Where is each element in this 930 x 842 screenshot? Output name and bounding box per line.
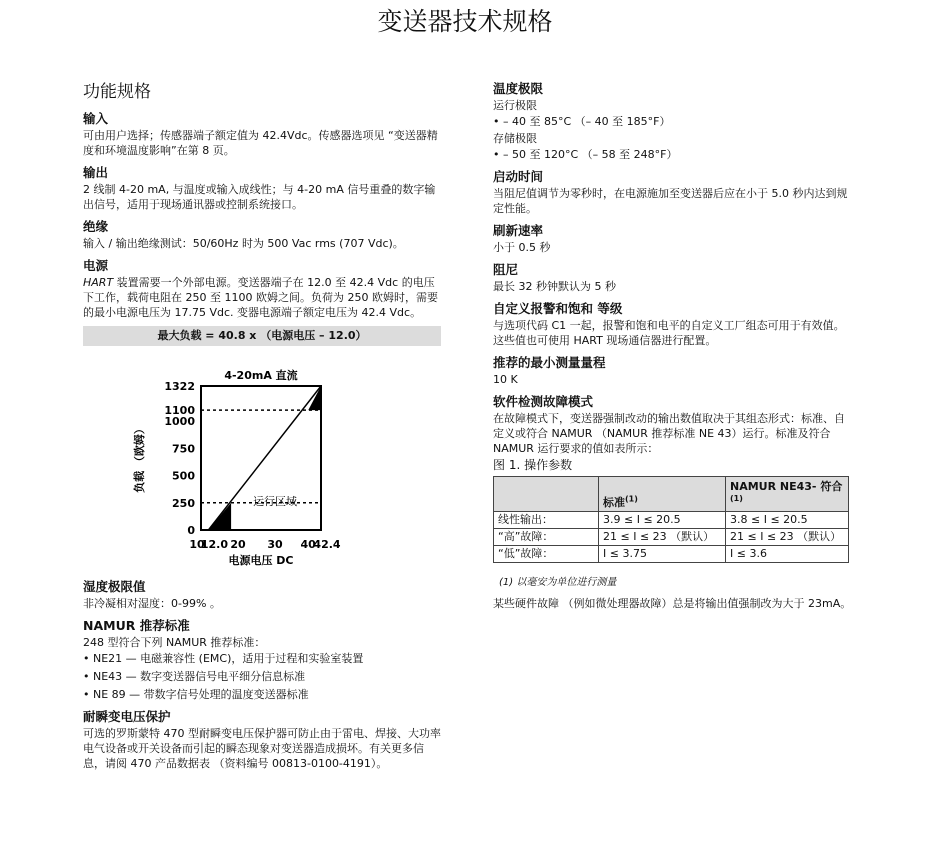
- y-tick-label: 750: [172, 442, 195, 456]
- table-row: [494, 529, 849, 546]
- update-heading: 刷新速率: [493, 223, 544, 238]
- output-heading: 输出: [83, 165, 109, 180]
- table-caption: 图 1. 操作参数: [493, 458, 573, 472]
- operating-parameters-table: [493, 476, 849, 563]
- startup-text: 当阻尼值调节为零秒时，在电源施加至变送器后应在小于 5.0 秒内达到规定性能。: [493, 187, 848, 215]
- power-body: 装置需要一个外部电源。变送器端子在 12.0 至 42.4 Vdc 的电压下工作，载荷电阻在 250 至 1100 欧姆之间。负荷为 250 欧姆时，需要的最小电源电压为 17.75 Vdc. 变器电源端子额定电压为 42.4 Vdc。: [83, 276, 438, 319]
- startup-heading: 启动时间: [493, 169, 544, 184]
- left-column: [83, 80, 443, 777]
- table-cell: 线性输出：: [494, 512, 599, 529]
- list-item: • NE43 — 数字变送器信号电平细分信息标准: [83, 670, 306, 683]
- table-header: 标准$^{(1)}$: [599, 477, 726, 512]
- y-tick-label: 0: [187, 524, 195, 537]
- input-text: 可由用户选择；传感器端子额定值为 42.4Vdc。传感器选项见 “变送器精度和环境温度影响”在第 8 页。: [83, 129, 438, 157]
- transient-heading: 耐瞬变电压保护: [83, 709, 171, 724]
- power-heading: 电源: [83, 258, 109, 273]
- alarm-text: 与选项代码 C1 一起，报警和饱和电平的自定义工厂组态可用于有效值。这些值也可使用 HART 现场通信器进行配置。: [493, 319, 845, 347]
- table-cell: “低”故障：: [494, 546, 599, 563]
- list-item: • NE21 — 电磁兼容性 (EMC)，适用于过程和实验室装置: [83, 652, 364, 665]
- list-item: • NE 89 — 带数字信号处理的温度变送器标准: [83, 688, 309, 701]
- table-cell: 21 ≤ I ≤ 23 （默认）: [599, 529, 726, 546]
- temperature-heading: 温度极限: [493, 81, 544, 96]
- humidity-heading: 湿度极限值: [83, 579, 146, 594]
- right-column: [493, 80, 853, 617]
- operating-limit-list: [493, 113, 853, 131]
- list-item: • – 40 至 85°C （– 40 至 185°F）: [493, 115, 671, 128]
- humidity-text: 非冷凝相对湿度：0-99% 。: [83, 597, 221, 610]
- table-cell: 3.8 ≤ I ≤ 20.5: [726, 512, 849, 529]
- namur-heading: NAMUR 推荐标准: [83, 618, 190, 633]
- min-span-text: 10 K: [493, 373, 518, 386]
- max-load-formula: 最大负载 = 40.8 x （电源电压 – 12.0）: [83, 326, 441, 346]
- storage-limit-list: [493, 146, 853, 164]
- failure-text: 在故障模式下，变送器强制改动的输出数值取决于其组态形式：标准、自定义或符合 NAMUR （NAMUR 推荐标准 NE 43）运行。标准及符合 NAMUR 运行要求的值如表所示：: [493, 412, 845, 455]
- x-tick-label: 30: [267, 538, 283, 551]
- table-cell: 3.9 ≤ I ≤ 20.5: [599, 512, 726, 529]
- table-header: [494, 477, 599, 512]
- load-chart: [83, 352, 443, 574]
- output-text: 2 线制 4-20 mA, 与温度或输入成线性；与 4-20 mA 信号重叠的数字输出信号，适用于现场通讯器或控制系统接口。: [83, 183, 436, 211]
- x-tick-label: 10: [189, 538, 205, 551]
- y-tick-label: 1100: [164, 404, 195, 418]
- failure-heading: 软件检测故障模式: [493, 394, 594, 409]
- operating-region-label: 运行区域: [253, 494, 298, 508]
- isolation-heading: 绝缘: [83, 219, 109, 234]
- series-line: [208, 386, 321, 530]
- y-tick-label: 1000: [164, 415, 195, 429]
- x-tick-label: 42.4: [313, 538, 341, 551]
- y-tick-label: 500: [172, 469, 195, 483]
- x-tick-label: 20: [230, 538, 246, 551]
- chart-title: 4-20mA 直流: [224, 369, 298, 382]
- hart-label: HART: [83, 276, 114, 289]
- damping-heading: 阻尼: [493, 262, 519, 277]
- table-row: [494, 546, 849, 563]
- namur-list: [83, 650, 443, 704]
- storage-limit-label: 存储极限: [493, 132, 537, 145]
- operating-limit-label: 运行极限: [493, 99, 537, 112]
- table-row: [494, 512, 849, 529]
- table-cell: 21 ≤ I ≤ 23 （默认）: [726, 529, 849, 546]
- table-cell: I ≤ 3.6: [726, 546, 849, 563]
- y-axis-label: 负载 （欧姆）: [133, 423, 146, 493]
- plot-frame: [201, 386, 321, 530]
- page-title: 变送器技术规格: [377, 7, 553, 36]
- x-tick-label: 40: [300, 538, 316, 551]
- isolation-text: 输入 / 输出绝缘测试：50/60Hz 时为 500 Vac rms (707 Vdc)。: [83, 237, 404, 250]
- transient-text: 可选的罗斯蒙特 470 型耐瞬变电压保护器可防止由于雷电、焊接、大功率电气设备或开关设备而引起的瞬态现象对变送器造成损坏。有关更多信息，请阅 470 产品数据表 （资料编号 00813-0100-4191）。: [83, 727, 441, 770]
- table-cell: “高”故障：: [494, 529, 599, 546]
- table-cell: I ≤ 3.75: [599, 546, 726, 563]
- update-text: 小于 0.5 秒: [493, 241, 551, 254]
- load-chart-svg: [83, 352, 443, 574]
- hardware-failure-text: 某些硬件故障 （例如微处理器故障）总是将输出值强制改为大于 23mA。: [493, 597, 852, 610]
- min-span-heading: 推荐的最小测量量程: [493, 355, 606, 370]
- namur-intro: 248 型符合下列 NAMUR 推荐标准：: [83, 636, 266, 649]
- x-axis-label: 电源电压 DC: [228, 554, 294, 567]
- x-tick-label: 12.0: [200, 538, 228, 551]
- power-text: [83, 275, 443, 320]
- list-item: • – 50 至 120°C （– 58 至 248°F）: [493, 148, 678, 161]
- y-tick-label: 1322: [164, 380, 195, 393]
- damping-text: 最长 32 秒钟默认为 5 秒: [493, 280, 616, 293]
- table-header: NAMUR NE43- 符合 $^{(1)}$: [726, 477, 849, 512]
- y-tick-label: 250: [172, 496, 195, 510]
- section-title: 功能规格: [83, 82, 151, 102]
- alarm-heading: 自定义报警和饱和 等级: [493, 301, 623, 316]
- input-heading: 输入: [83, 111, 109, 126]
- table-footnote: (1) 以毫安为单位进行测量: [499, 577, 617, 588]
- table-header-row: [494, 477, 849, 512]
